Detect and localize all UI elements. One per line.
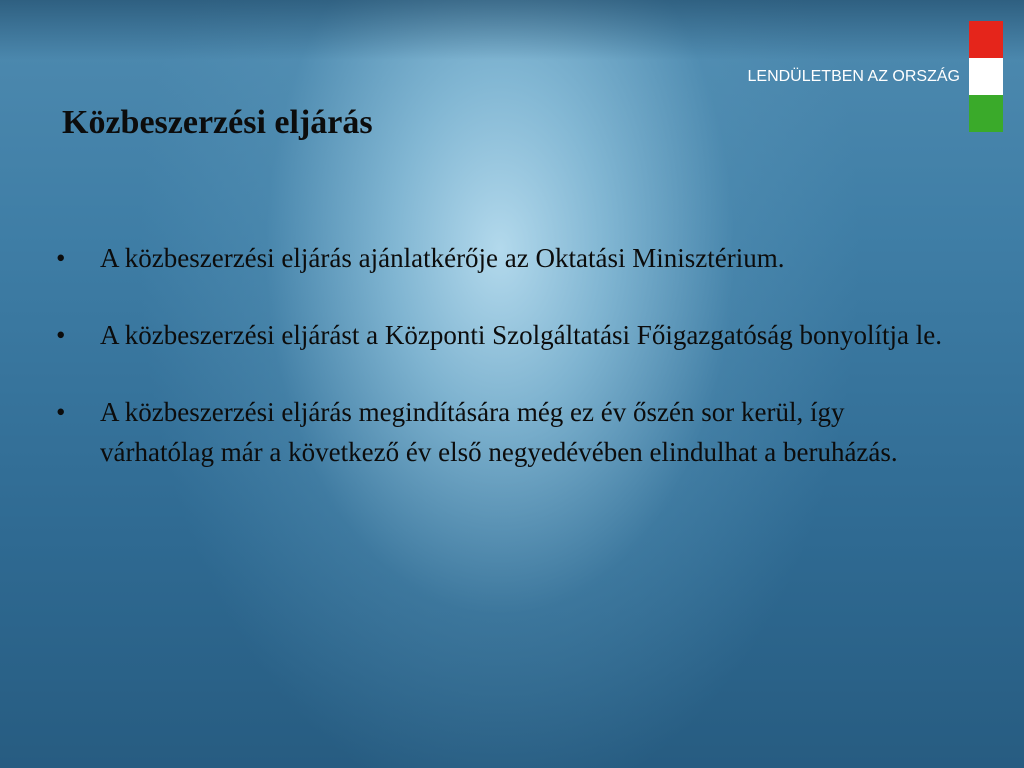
bullet-text: A közbeszerzési eljárás ajánlatkérője az Oktatási Minisztérium. xyxy=(100,243,785,273)
bullet-text: A közbeszerzési eljárás megindítására még ez év őszén sor kerül, így várhatólag már a következő év első negyedévében elindulhat a beruházás. xyxy=(100,397,898,467)
flag-stripe-green xyxy=(969,95,1003,132)
bullet-item xyxy=(56,315,956,355)
hungarian-flag-icon xyxy=(969,21,1003,132)
bullet-dot-icon: • xyxy=(56,320,66,350)
top-shade xyxy=(0,0,1024,60)
bullet-text: A közbeszerzési eljárást a Központi Szolgáltatási Főigazgatóság bonyolítja le. xyxy=(100,320,942,350)
flag-stripe-red xyxy=(969,21,1003,58)
slogan-text: LENDÜLETBEN AZ ORSZÁG xyxy=(747,68,960,85)
bullet-dot-icon: • xyxy=(56,397,66,427)
bullet-item xyxy=(56,238,956,278)
bullet-list xyxy=(56,238,956,509)
bullet-dot-icon: • xyxy=(56,243,66,273)
flag-stripe-white xyxy=(969,58,1003,95)
slide-title: Közbeszerzési eljárás xyxy=(62,104,373,141)
bullet-item xyxy=(56,392,956,472)
